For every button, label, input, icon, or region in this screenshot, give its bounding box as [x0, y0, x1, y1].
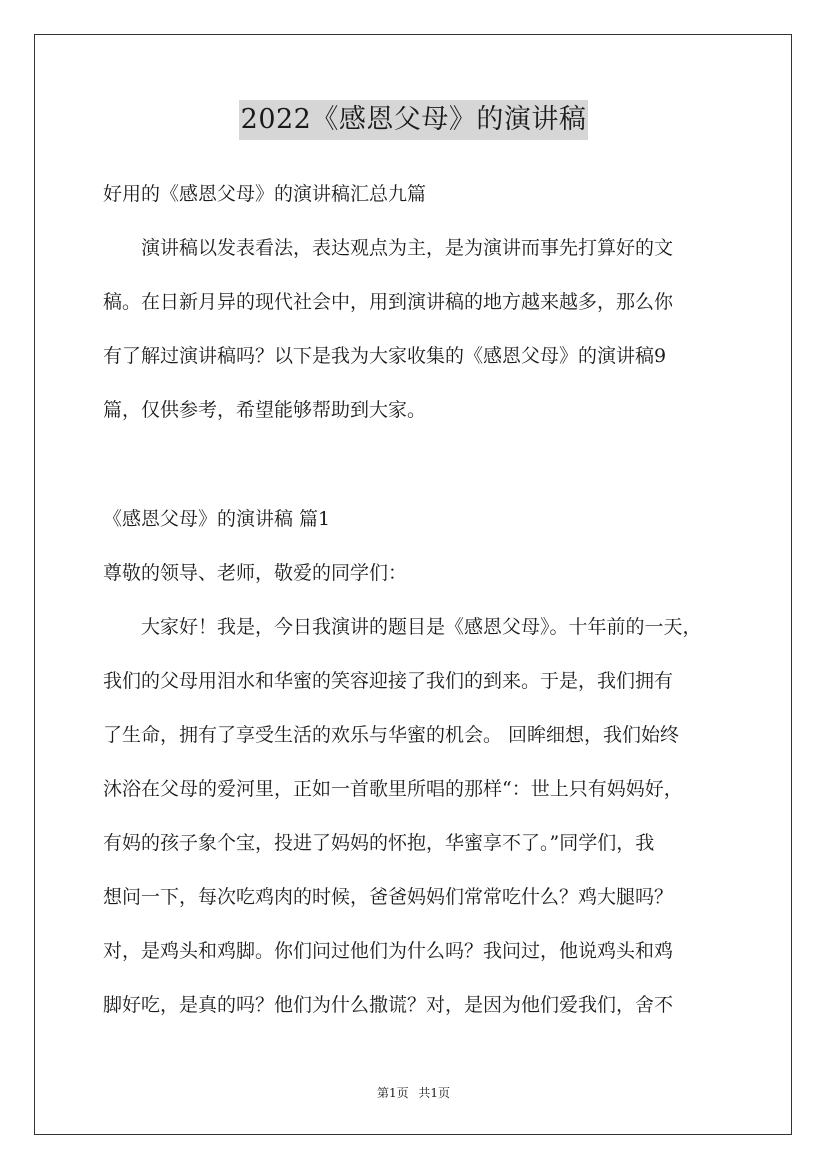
intro-line: 演讲稿以发表看法，表达观点为主，是为演讲而事先打算好的文	[141, 237, 674, 259]
body-line: 脚好吃，是真的吗？他们为什么撒谎？对，是因为他们爱我们，舍不	[103, 994, 674, 1016]
intro-line: 稿。在日新月异的现代社会中，用到演讲稿的地方越来越多，那么你	[103, 291, 674, 313]
section-heading: 《感恩父母》的演讲稿 篇1	[103, 508, 331, 530]
intro-line: 有了解过演讲稿吗？以下是我为大家收集的《感恩父母》的演讲稿9	[103, 345, 667, 367]
body-line: 对，是鸡头和鸡脚。你们问过他们为什么吗？我问过，他说鸡头和鸡	[103, 940, 674, 962]
page-total: 共1页	[418, 1086, 451, 1100]
body-line: 了生命，拥有了享受生活的欢乐与华蜜的机会。 回眸细想，我们始终	[103, 724, 680, 746]
page-number: 第1页	[376, 1086, 409, 1100]
body-line: 我们的父母用泪水和华蜜的笑容迎接了我们的到来。于是，我们拥有	[103, 670, 674, 692]
title-container	[0, 100, 827, 140]
intro-line: 篇，仅供参考，希望能够帮助到大家。	[103, 399, 427, 421]
body-line: 大家好！我是，今日我演讲的题目是《感恩父母》。十年前的一天，	[141, 616, 702, 638]
salutation: 尊敬的领导、老师，敬爱的同学们：	[103, 562, 408, 584]
body-line: 沐浴在父母的爱河里，正如一首歌里所唱的那样“：世上只有妈妈好，	[103, 778, 683, 800]
subtitle: 好用的《感恩父母》的演讲稿汇总九篇	[103, 183, 427, 205]
body-line: 有妈的孩子象个宝，投进了妈妈的怀抱，华蜜享不了。”同学们，我	[103, 832, 655, 854]
document-title: 2022《感恩父母》的演讲稿	[239, 100, 589, 140]
page-footer	[0, 1085, 827, 1101]
body-line: 想问一下，每次吃鸡肉的时候，爸爸妈妈们常常吃什么？鸡大腿吗？	[103, 886, 674, 908]
